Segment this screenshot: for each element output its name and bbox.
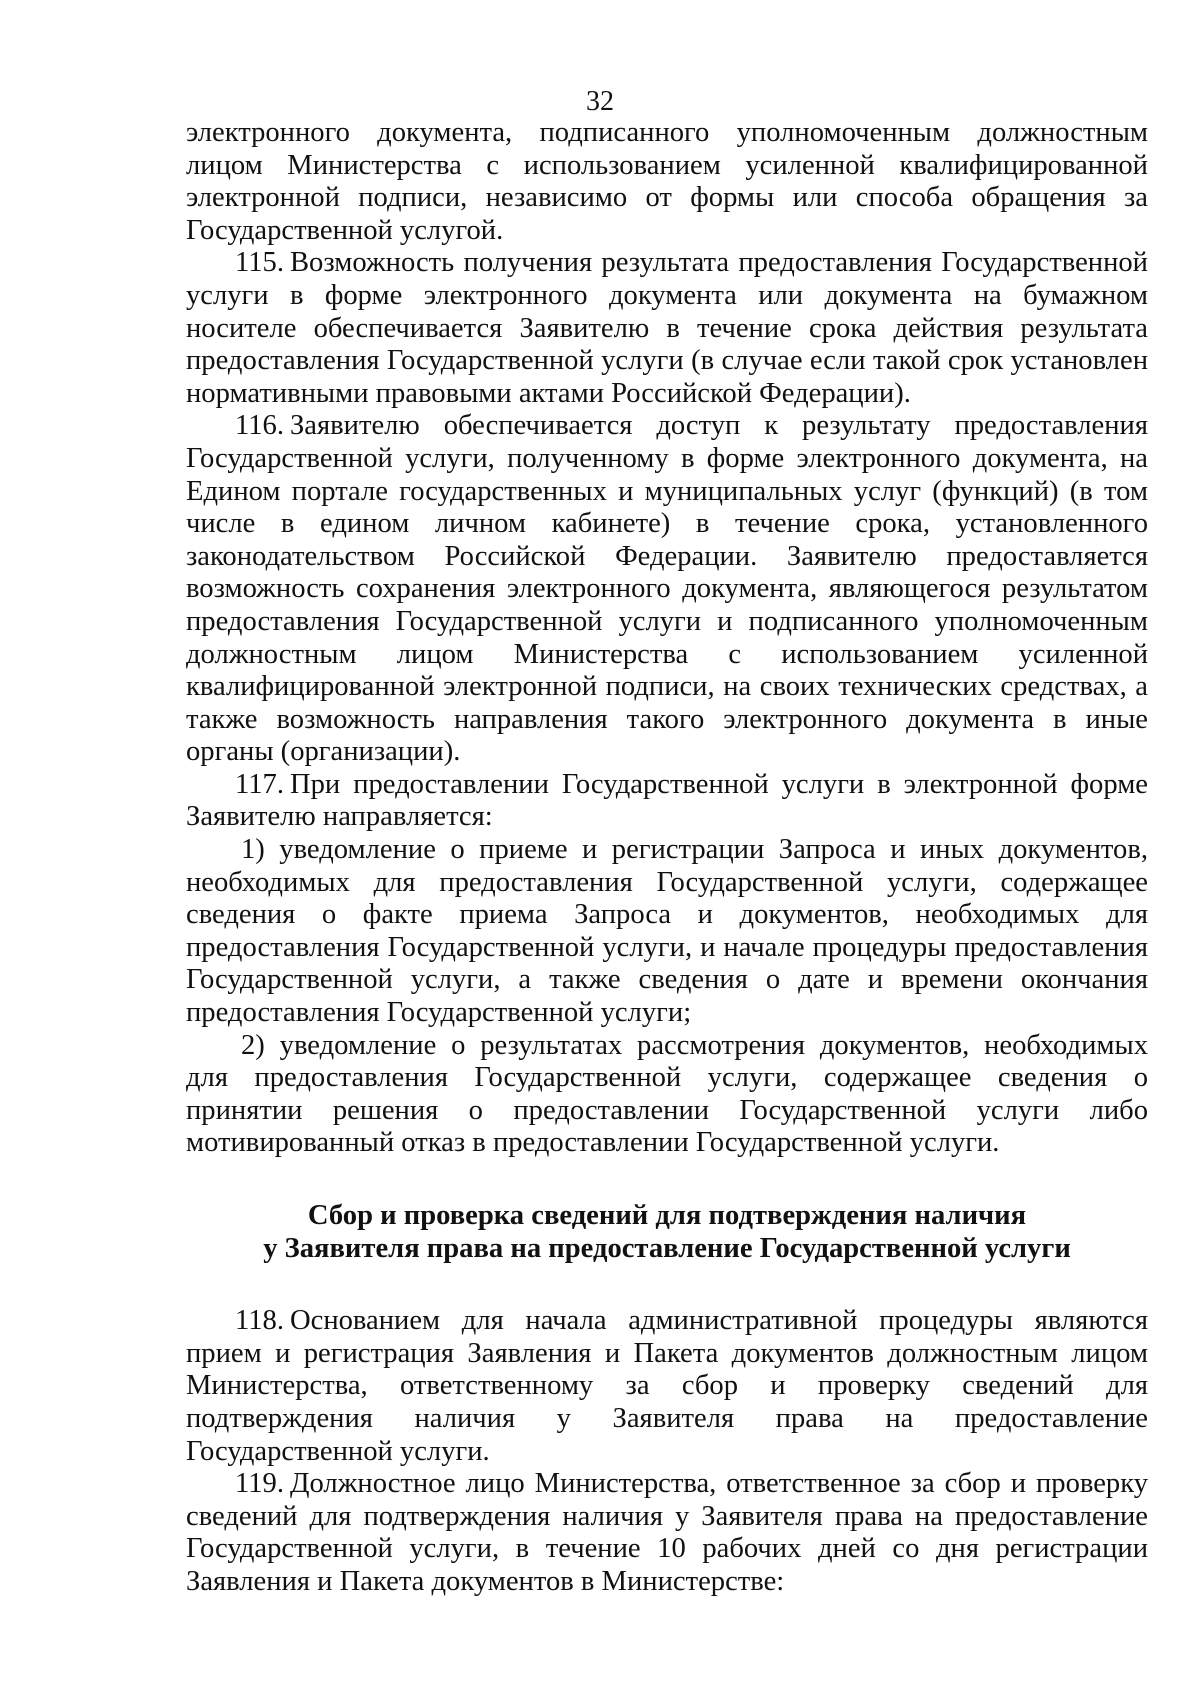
paragraph-text: Основанием для начала административной процедуры являются прием и регистрация Заявления и Пакета документов должностным лицом Министерства, ответственному за сбор и проверку сведений для подтверждения наличия у Заявителя права на предоставление Государственной услуги. [186,1305,1148,1467]
heading-spacer [186,1265,1148,1305]
document-body [186,117,1148,1599]
paragraph-text: Заявителю обеспечивается доступ к результату предоставления Государственной услуги, полученному в форме электронного документа, на Едином портале государственных и муниципальных услуг (функций) (в том числе в едином личном кабинете) в течение срока, установленного законодательством Российской Федерации. Заявителю предоставляется возможность сохранения электронного документа, являющегося результатом предоставления Государственной услуги и подписанного уполномоченным должностным лицом Министерства с использованием усиленной квалифицированной электронной подписи, на своих технических средствах, а также возможность направления такого электронного документа в иные органы (организации). [186,410,1148,768]
paragraph-number: 117. [235,768,284,800]
section-heading-line-1: Сбор и проверка сведений для подтверждения наличия [307,1200,1027,1231]
paragraph-text: Возможность получения результата предоставления Государственной услуги в форме электронного документа или документа на бумажном носителе обеспечивается Заявителю в течение срока действия результата предоставления Государственной услуги (в случае если такой срок установлен нормативными правовыми актами Российской Федерации). [186,247,1148,409]
list-item-1: 1) уведомление о приеме и регистрации Запроса и иных документов, необходимых для предоставления Государственной услуги, содержащее сведения о факте приема Запроса и документов, необходимых для предоставления Государственной услуги, и начале процедуры предоставления Государственной услуги, а также сведения о дате и времени окончания предоставления Государственной услуги; [186,834,1148,1029]
paragraph-number: 116. [235,410,284,442]
paragraph-119 [186,1468,1148,1598]
page-number: 32 [586,86,614,117]
paragraph-number: 119. [235,1468,284,1500]
paragraph-115 [186,247,1148,410]
paragraph-number: 118. [235,1305,284,1337]
list-item-2: 2) уведомление о результатах рассмотрения документов, необходимых для предоставления Государственной услуги, содержащее сведения о принятии решения о предоставлении Государственной услуги либо мотивированный отказ в предоставлении Государственной услуги. [186,1029,1148,1159]
section-heading [186,1200,1148,1265]
paragraph-text: При предоставлении Государственной услуги в электронной форме Заявителю направляется: [186,768,1148,833]
section-heading-line-2: у Заявителя права на предоставление Государственной услуги [263,1232,1071,1264]
paragraph-continued: электронного документа, подписанного уполномоченным должностным лицом Министерства с использованием усиленной квалифицированной электронной подписи, независимо от формы или способа обращения за Государственной услугой. [186,117,1148,246]
paragraph-number: 115. [235,247,284,279]
paragraph-118 [186,1305,1148,1468]
paragraph-117 [186,769,1148,834]
paragraph-116 [186,410,1148,769]
paragraph-text: Должностное лицо Министерства, ответственное за сбор и проверку сведений для подтверждения наличия у Заявителя права на предоставление Государственной услуги, в течение 10 рабочих дней со дня регистрации Заявления и Пакета документов в Министерстве: [186,1468,1148,1597]
